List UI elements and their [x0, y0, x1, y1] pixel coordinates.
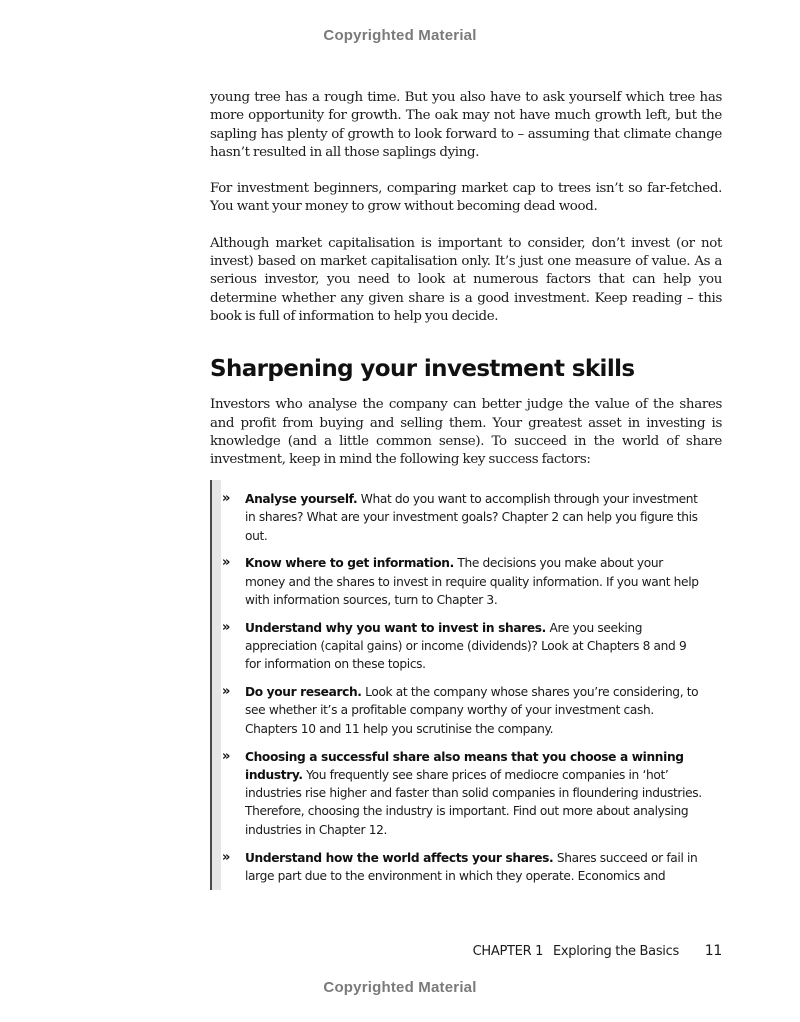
list-item-content — [244, 619, 705, 674]
list-item-text: Are you seeking appreciation (capital gains) or income (dividends)? Look at Chapters 8 and 9 for information on these topics. — [245, 620, 687, 672]
copyright-watermark-bottom: Copyrighted Material — [323, 979, 477, 996]
list-item-lead: Know where to get information. — [245, 556, 454, 571]
list-item-lead: Analyse yourself. — [245, 492, 358, 506]
footer-chapter-title: Exploring the Basics — [552, 944, 679, 959]
paragraph: For investment beginners, comparing market cap to trees isn’t so far-fetched. You want your money to grow without becoming dead wood. — [210, 181, 722, 215]
list-item — [220, 748, 705, 839]
list-item-content — [244, 683, 705, 738]
list-item-text: Look at the company whose shares you’re considering, to see whether it’s a profitable company worthy of your investment cash. Chapters 10 and 11 help you scrutinise the company. — [245, 685, 699, 736]
success-factors-list — [220, 490, 705, 895]
page-footer — [0, 943, 722, 959]
list-item-content — [244, 748, 705, 839]
list-item — [220, 849, 705, 886]
list-item — [220, 619, 705, 674]
list-item-text: The decisions you make about your money and the shares to invest in require quality information. If you want help with information sources, turn to Chapter 3. — [245, 556, 699, 607]
list-item-lead: Choosing a successful share also means that you choose a winning industry. — [245, 749, 684, 782]
page-number: 11 — [704, 943, 722, 959]
double-chevron-bullet-icon: » — [222, 748, 228, 764]
double-chevron-bullet-icon: » — [222, 555, 228, 571]
list-item-content — [244, 849, 705, 886]
list-item — [220, 490, 705, 545]
copyright-watermark-top: Copyrighted Material — [323, 27, 477, 44]
list-item-text: You frequently see share prices of mediocre companies in ‘hot’ industries rise higher and faster than solid companies in floundering industries. Therefore, choosing the industry is important. Find out more about analysing industries in Chapter 12. — [245, 767, 702, 837]
list-item-lead: Do your research. — [245, 685, 362, 700]
paragraph: young tree has a rough time. But you also have to ask yourself which tree has more opportunity for growth. The oak may not have much growth left, but the sapling has plenty of growth to look forward to – assuming that climate change hasn’t resulted in all those saplings dying. — [210, 90, 722, 160]
list-item-lead: Understand how the world affects your shares. — [245, 850, 554, 865]
double-chevron-bullet-icon: » — [222, 849, 228, 865]
list-item-lead: Understand why you want to invest in shares. — [245, 620, 546, 635]
list-item — [220, 683, 705, 738]
section-heading: Sharpening your investment skills — [210, 356, 635, 383]
double-chevron-bullet-icon: » — [222, 684, 228, 700]
list-item-text: Shares succeed or fail in large part due to the environment in which they operate. Economics and — [245, 850, 698, 883]
paragraph: Although market capitalisation is important to consider, don’t invest (or not invest) based on market capitalisation only. It’s just one measure of value. As a serious investor, you need to look at numerous factors that can help you determine whether any given share is a good investment. Keep reading – this book is full of information to help you decide. — [210, 235, 722, 324]
list-item-content — [244, 490, 705, 545]
page-body — [210, 89, 722, 487]
double-chevron-bullet-icon: » — [222, 491, 228, 506]
section-intro: Investors who analyse the company can better judge the value of the shares and profit from buying and selling them. Your greatest asset in investing is knowledge (and a little common sense). To succeed in the world of share investment, keep in mind the following key success factors: — [210, 397, 722, 468]
double-chevron-bullet-icon: » — [222, 619, 228, 635]
list-item-content — [244, 554, 705, 609]
footer-chapter-label: CHAPTER 1 — [472, 944, 544, 959]
list-item — [220, 554, 705, 609]
list-item-text: What do you want to accomplish through your investment in shares? What are your investment goals? Chapter 2 can help you figure this out. — [245, 492, 698, 543]
success-factors-list-box — [210, 480, 712, 890]
